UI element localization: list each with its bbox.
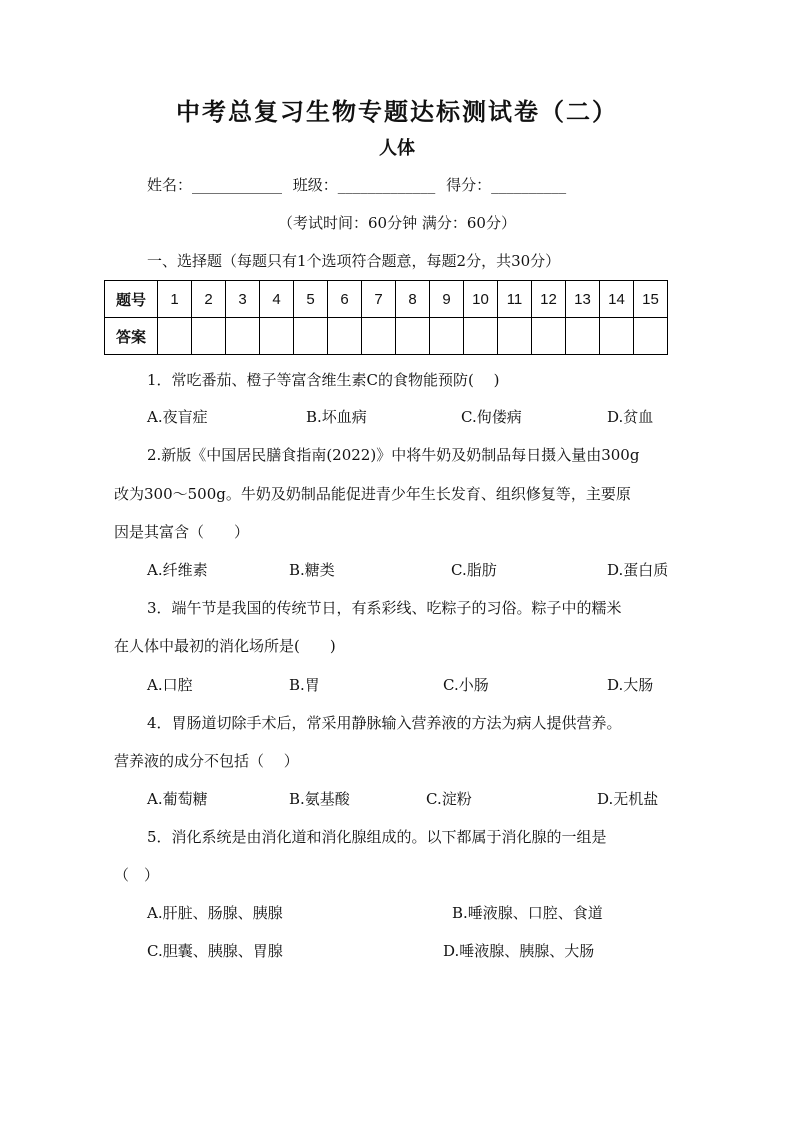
question-3-text-line-1: 3．端午节是我国的传统节日，有系彩线、吃粽子的习俗。粽子中的糯米	[147, 599, 622, 617]
question-2-text-line-3: 因是其富含（ ）	[114, 523, 250, 541]
answer-table	[104, 280, 668, 355]
question-number-cell: 4	[260, 281, 294, 318]
question-number-cell: 6	[328, 281, 362, 318]
question-4-text-line-2: 营养液的成分不包括（ ）	[114, 752, 299, 770]
student-info-row	[147, 174, 572, 195]
question-2-text-line-2: 改为300～500g。牛奶及奶制品能促进青少年生长发育、组织修复等，主要原	[114, 485, 631, 503]
question-4-option-d[interactable]: D.无机盐	[597, 790, 659, 808]
question-3-option-c[interactable]: C.小肠	[443, 676, 489, 694]
answer-header: 答案	[105, 318, 158, 355]
answer-cell[interactable]	[532, 318, 566, 355]
question-1-option-b[interactable]: B.坏血病	[306, 408, 367, 426]
question-1-option-a[interactable]: A.夜盲症	[147, 408, 208, 426]
question-number-cell: 13	[566, 281, 600, 318]
question-3-option-a[interactable]: A.口腔	[147, 676, 193, 694]
answer-table-answer-row	[105, 318, 668, 355]
question-2-option-d[interactable]: D.蛋白质	[607, 561, 669, 579]
question-4-text-line-1: 4．胃肠道切除手术后，常采用静脉输入营养液的方法为病人提供营养。	[147, 714, 622, 732]
question-4-option-a[interactable]: A.葡萄糖	[147, 790, 208, 808]
question-number-cell: 9	[430, 281, 464, 318]
question-number-header: 题号	[105, 281, 158, 318]
question-2-text-line-1: 2.新版《中国居民膳食指南(2022)》中将牛奶及奶制品每日摄入量由300g	[147, 446, 640, 464]
question-5-option-b[interactable]: B.唾液腺、口腔、食道	[452, 904, 603, 922]
question-number-cell: 2	[192, 281, 226, 318]
answer-cell[interactable]	[600, 318, 634, 355]
question-number-cell: 8	[396, 281, 430, 318]
question-1-text: 1．常吃番茄、橙子等富含维生素C的食物能预防( )	[147, 371, 500, 389]
score-field[interactable]: 得分：__________	[446, 176, 567, 194]
question-number-cell: 14	[600, 281, 634, 318]
question-number-cell: 12	[532, 281, 566, 318]
exam-time-note: （考试时间：60分钟 满分：60分）	[278, 214, 516, 232]
question-3-option-d[interactable]: D.大肠	[607, 676, 654, 694]
answer-cell[interactable]	[192, 318, 226, 355]
question-5-text-line-2: （ ）	[114, 866, 160, 884]
question-number-cell: 10	[464, 281, 498, 318]
question-4-option-b[interactable]: B.氨基酸	[289, 790, 350, 808]
question-5-option-c[interactable]: C.胆囊、胰腺、胃腺	[147, 942, 283, 960]
answer-cell[interactable]	[464, 318, 498, 355]
answer-cell[interactable]	[396, 318, 430, 355]
question-number-cell: 3	[226, 281, 260, 318]
question-2-option-a[interactable]: A.纤维素	[147, 561, 208, 579]
question-3-option-b[interactable]: B.胃	[289, 676, 320, 694]
question-2-option-c[interactable]: C.脂肪	[451, 561, 497, 579]
answer-cell[interactable]	[498, 318, 532, 355]
question-5-option-a[interactable]: A.肝脏、肠腺、胰腺	[147, 904, 283, 922]
answer-cell[interactable]	[226, 318, 260, 355]
question-number-cell: 7	[362, 281, 396, 318]
question-2-option-b[interactable]: B.糖类	[289, 561, 335, 579]
class-field[interactable]: 班级：_____________	[292, 176, 436, 194]
question-5-text-line-1: 5．消化系统是由消化道和消化腺组成的。以下都属于消化腺的一组是	[147, 828, 607, 846]
answer-cell[interactable]	[430, 318, 464, 355]
page-title: 中考总复习生物专题达标测试卷（二）	[176, 97, 618, 126]
answer-cell[interactable]	[634, 318, 668, 355]
question-5-option-d[interactable]: D.唾液腺、胰腺、大肠	[443, 942, 595, 960]
section-title: 一、选择题（每题只有1个选项符合题意，每题2分，共30分）	[147, 252, 561, 270]
name-field[interactable]: 姓名：____________	[147, 176, 283, 194]
question-number-cell: 15	[634, 281, 668, 318]
answer-cell[interactable]	[158, 318, 192, 355]
answer-cell[interactable]	[328, 318, 362, 355]
answer-cell[interactable]	[362, 318, 396, 355]
question-number-cell: 1	[158, 281, 192, 318]
answer-table-number-row	[105, 281, 668, 318]
question-number-cell: 11	[498, 281, 532, 318]
question-4-option-c[interactable]: C.淀粉	[426, 790, 472, 808]
question-number-cell: 5	[294, 281, 328, 318]
question-3-text-line-2: 在人体中最初的消化场所是( )	[114, 637, 336, 655]
question-1-option-c[interactable]: C.佝偻病	[461, 408, 522, 426]
answer-cell[interactable]	[260, 318, 294, 355]
answer-cell[interactable]	[566, 318, 600, 355]
page-subtitle: 人体	[379, 138, 415, 159]
answer-cell[interactable]	[294, 318, 328, 355]
question-1-option-d[interactable]: D.贫血	[607, 408, 654, 426]
